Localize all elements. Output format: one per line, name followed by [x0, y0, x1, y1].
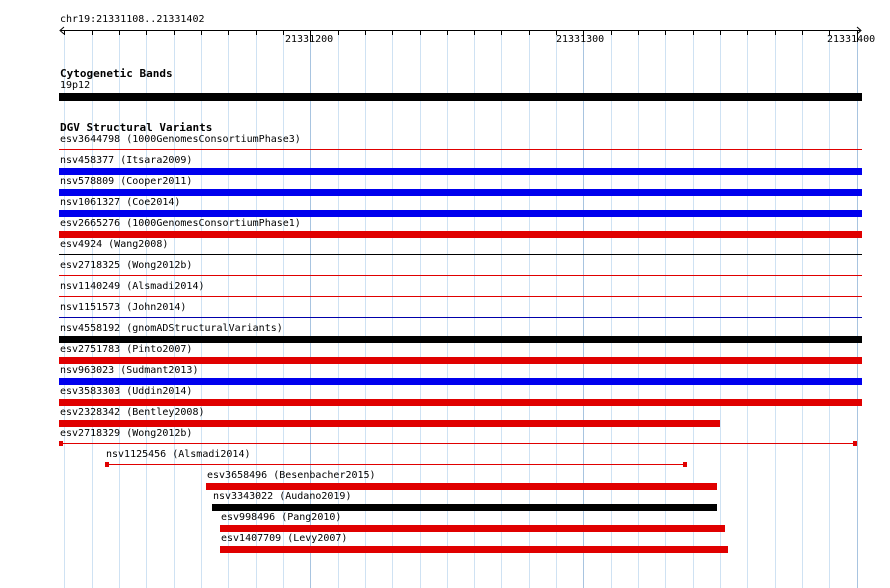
- dgv-feature-bar[interactable]: [220, 546, 728, 553]
- dgv-feature-bar[interactable]: [206, 483, 717, 490]
- dgv-feature[interactable]: [0, 323, 890, 344]
- dgv-feature-label: nsv578809 (Cooper2011): [60, 176, 193, 187]
- dgv-feature-label: nsv963023 (Sudmant2013): [60, 365, 199, 376]
- dgv-feature-bar[interactable]: [59, 189, 862, 196]
- dgv-feature-label: esv3583303 (Uddin2014): [60, 386, 193, 397]
- dgv-feature-bar[interactable]: [59, 443, 857, 444]
- dgv-feature[interactable]: [0, 260, 890, 281]
- dgv-feature[interactable]: [0, 155, 890, 176]
- dgv-feature-bar[interactable]: [59, 149, 862, 150]
- dgv-feature-bar[interactable]: [220, 525, 725, 532]
- dgv-feature[interactable]: [0, 134, 890, 155]
- dgv-feature-bar[interactable]: [59, 357, 862, 364]
- dgv-feature-bar[interactable]: [59, 231, 862, 238]
- dgv-feature[interactable]: [0, 491, 890, 512]
- dgv-feature[interactable]: [0, 449, 890, 470]
- dgv-feature-bar[interactable]: [59, 378, 862, 385]
- dgv-feature-label: esv2751783 (Pinto2007): [60, 344, 193, 355]
- dgv-feature-bar[interactable]: [59, 420, 720, 427]
- dgv-feature-label: nsv4558192 (gnomADStructuralVariants): [60, 323, 283, 334]
- dgv-feature-label: nsv3343022 (Audano2019): [213, 491, 352, 502]
- dgv-feature-bar[interactable]: [59, 336, 862, 343]
- dgv-feature-bar[interactable]: [59, 210, 862, 217]
- dgv-feature-bar[interactable]: [59, 275, 862, 276]
- dgv-feature-label: esv2718325 (Wong2012b): [60, 260, 193, 271]
- dgv-track-title: DGV Structural Variants: [60, 121, 213, 134]
- dgv-feature[interactable]: [0, 512, 890, 533]
- dgv-feature[interactable]: [0, 386, 890, 407]
- dgv-feature-label: esv1407709 (Levy2007): [221, 533, 348, 544]
- dgv-feature[interactable]: [0, 533, 890, 554]
- dgv-feature-bar[interactable]: [59, 254, 862, 255]
- dgv-feature-bar[interactable]: [59, 168, 862, 175]
- dgv-feature[interactable]: [0, 407, 890, 428]
- dgv-feature[interactable]: [0, 239, 890, 260]
- dgv-feature-label: esv4924 (Wang2008): [60, 239, 169, 250]
- dgv-feature-bar[interactable]: [212, 504, 717, 511]
- dgv-feature[interactable]: [0, 470, 890, 491]
- ruler-tick-label-1: 21331200: [285, 34, 334, 45]
- dgv-feature[interactable]: [0, 428, 890, 449]
- dgv-feature-label: nsv1151573 (John2014): [60, 302, 187, 313]
- dgv-feature-label: nsv1125456 (Alsmadi2014): [106, 449, 251, 460]
- dgv-feature-bar[interactable]: [59, 296, 862, 297]
- dgv-feature-label: nsv458377 (Itsara2009): [60, 155, 193, 166]
- feature-end-cap: [683, 462, 687, 467]
- dgv-feature-bar[interactable]: [105, 464, 687, 465]
- dgv-feature-bar[interactable]: [59, 399, 862, 406]
- cytoband-bar[interactable]: [59, 93, 862, 101]
- dgv-feature[interactable]: [0, 365, 890, 386]
- dgv-feature-label: esv2718329 (Wong2012b): [60, 428, 193, 439]
- dgv-feature[interactable]: [0, 344, 890, 365]
- dgv-feature-label: esv3644798 (1000GenomesConsortiumPhase3): [60, 134, 301, 145]
- ruler-tick-label-2: 21331300: [556, 34, 605, 45]
- dgv-feature[interactable]: [0, 281, 890, 302]
- dgv-feature[interactable]: [0, 302, 890, 323]
- dgv-feature[interactable]: [0, 197, 890, 218]
- dgv-feature-label: nsv1061327 (Coe2014): [60, 197, 181, 208]
- dgv-feature-label: nsv1140249 (Alsmadi2014): [60, 281, 205, 292]
- dgv-feature-label: esv2328342 (Bentley2008): [60, 407, 205, 418]
- dgv-feature-bar[interactable]: [59, 317, 862, 318]
- dgv-feature-label: esv3658496 (Besenbacher2015): [207, 470, 376, 481]
- ruler-coords-label: chr19:21331108..21331402: [60, 14, 205, 25]
- dgv-feature[interactable]: [0, 218, 890, 239]
- ruler-axis[interactable]: [0, 22, 890, 72]
- feature-start-cap: [105, 462, 109, 467]
- feature-start-cap: [59, 441, 63, 446]
- dgv-feature-label: esv2665276 (1000GenomesConsortiumPhase1): [60, 218, 301, 229]
- dgv-feature[interactable]: [0, 176, 890, 197]
- dgv-feature-label: esv998496 (Pang2010): [221, 512, 342, 523]
- ruler-tick-label-3: 21331400: [827, 34, 876, 45]
- cytoband-label: 19p12: [60, 80, 91, 91]
- feature-end-cap: [853, 441, 857, 446]
- cytogenetic-track-title: Cytogenetic Bands: [60, 67, 173, 80]
